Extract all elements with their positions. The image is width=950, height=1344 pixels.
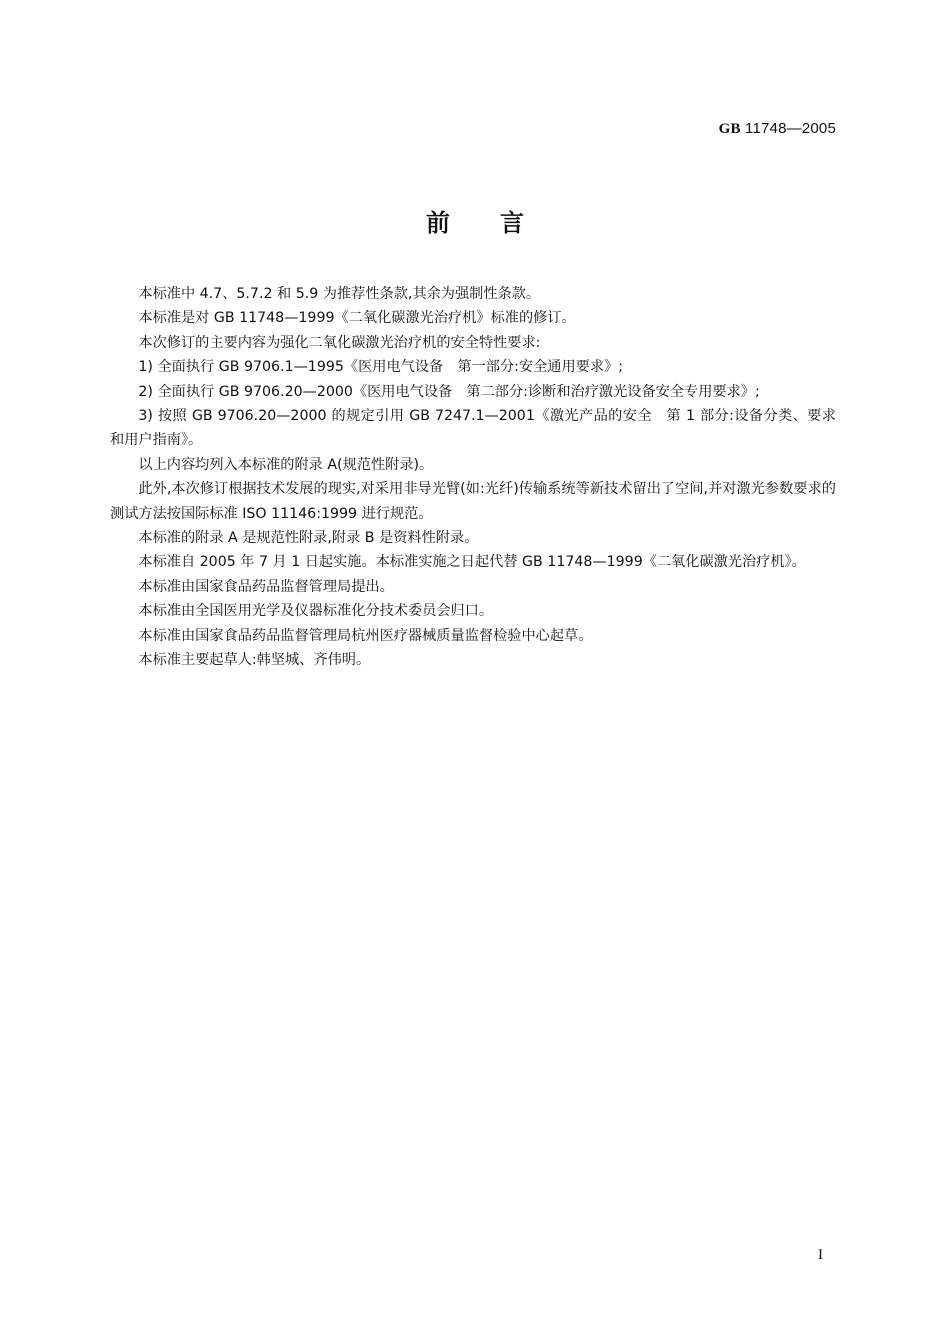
paragraph: 3) 按照 GB 9706.20—2000 的规定引用 GB 7247.1—2001《激光产品的安全 第 1 部分:设备分类、要求和用户指南》。	[110, 408, 836, 449]
paragraph: 本标准是对 GB 11748—1999《二氧化碳激光治疗机》标准的修订。	[138, 310, 576, 327]
standard-code	[719, 120, 836, 138]
page-title: 前言	[426, 209, 574, 237]
standard-number: 11748—2005	[745, 120, 836, 137]
paragraph: 2) 全面执行 GB 9706.20—2000《医用电气设备 第二部分:诊断和治疗激光设备安全专用要求》;	[138, 383, 760, 400]
paragraph: 本标准由国家食品药品监督管理局杭州医疗器械质量监督检验中心起草。	[138, 627, 593, 644]
paragraph: 本标准由全国医用光学及仪器标准化分技术委员会归口。	[138, 603, 494, 620]
foreword-body	[110, 282, 836, 673]
paragraph: 本标准自 2005 年 7 月 1 日起实施。本标准实施之日起代替 GB 11748—1999《二氧化碳激光治疗机》。	[138, 554, 806, 571]
paragraph: 此外,本次修订根据技术发展的现实,对采用非导光臂(如:光纤)传输系统等新技术留出了空间,并对激光参数要求的测试方法按国际标准 ISO 11146:1999 进行规范。	[110, 481, 836, 522]
standard-prefix: GB	[718, 121, 741, 137]
paragraph: 本标准主要起草人:韩坚城、齐伟明。	[138, 652, 371, 669]
paragraph: 1) 全面执行 GB 9706.1—1995《医用电气设备 第一部分:安全通用要求》;	[138, 359, 624, 376]
paragraph: 本标准的附录 A 是规范性附录,附录 B 是资料性附录。	[138, 530, 479, 547]
paragraph: 本标准由国家食品药品监督管理局提出。	[138, 578, 394, 595]
paragraph: 以上内容均列入本标准的附录 A(规范性附录)。	[138, 456, 434, 473]
paragraph: 本次修订的主要内容为强化二氧化碳激光治疗机的安全特性要求:	[138, 334, 541, 351]
paragraph: 本标准中 4.7、5.7.2 和 5.9 为推荐性条款,其余为强制性条款。	[138, 286, 541, 302]
page-number: I	[818, 1247, 823, 1263]
